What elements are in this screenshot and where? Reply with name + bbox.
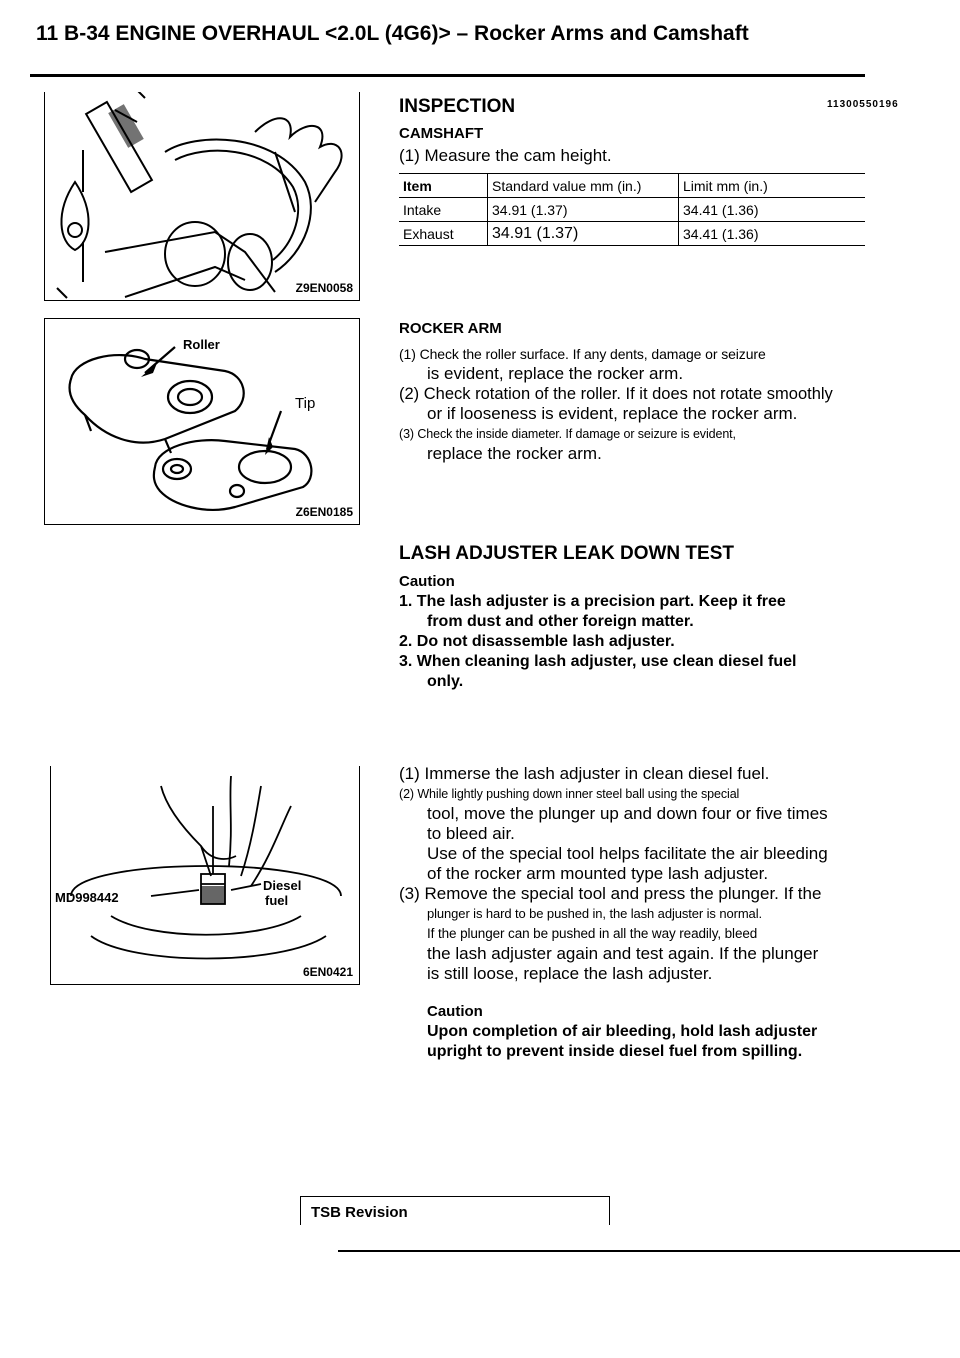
roller-label: Roller <box>183 337 220 352</box>
header-item: Item <box>399 174 488 198</box>
rocker-item-2b: or if looseness is evident, replace the rocker arm. <box>427 404 798 423</box>
lash-step-3a: (3) Remove the special tool and press the plunger. If the <box>399 884 822 903</box>
header-rule <box>30 74 865 77</box>
lash-step-2c: to bleed air. <box>427 824 515 843</box>
micrometer-illustration <box>45 92 359 300</box>
rocker-item-3a: (3) Check the inside diameter. If damage or seizure is evident, <box>399 427 736 441</box>
footer-rule <box>338 1250 960 1252</box>
tsb-revision-label: TSB Revision <box>311 1204 408 1221</box>
cell-standard: 34.91 (1.37) <box>488 198 679 222</box>
caution-3b: only. <box>427 673 464 690</box>
fuel-label: fuel <box>265 893 289 908</box>
figure-code: Z6EN0185 <box>295 505 353 519</box>
diesel-label: Diesel <box>263 878 302 893</box>
figure-code: Z9EN0058 <box>295 281 353 295</box>
lash-step-2d: Use of the special tool helps facilitate the air bleeding <box>427 844 828 863</box>
inspection-heading: INSPECTION <box>399 96 516 117</box>
caution-2-label: Caution <box>427 1003 483 1020</box>
lash-step-2a: (2) While lightly pushing down inner steel ball using the special <box>399 787 740 801</box>
caution-2a: Upon completion of air bleeding, hold lash adjuster <box>427 1023 818 1040</box>
camshaft-figure <box>44 92 360 301</box>
lash-adjuster-illustration <box>51 766 359 984</box>
tool-number-label: MD998442 <box>55 890 119 905</box>
lash-step-3d: the lash adjuster again and test again. If the plunger <box>427 944 819 963</box>
cell-limit: 34.41 (1.36) <box>679 198 866 222</box>
table-row <box>399 198 865 222</box>
header-standard: Standard value mm (in.) <box>488 174 679 198</box>
lash-adjuster-figure <box>50 766 360 985</box>
lash-step-2b: tool, move the plunger up and down four or five times <box>427 804 828 823</box>
rocker-item-2a: (2) Check rotation of the roller. If it does not rotate smoothly <box>399 385 833 403</box>
lash-step-2e: of the rocker arm mounted type lash adjuster. <box>427 864 769 883</box>
caution-1b: from dust and other foreign matter. <box>427 613 694 630</box>
tip-label: Tip <box>295 395 316 412</box>
lash-test-caution-2 <box>427 1002 865 1062</box>
rocker-arm-instructions <box>399 344 865 464</box>
table-row <box>399 222 865 246</box>
rocker-item-3b: replace the rocker arm. <box>427 444 602 463</box>
cell-item: Exhaust <box>399 222 488 246</box>
rocker-arm-figure <box>44 318 360 525</box>
rocker-item-1a: (1) Check the roller surface. If any dents, damage or seizure <box>399 346 766 362</box>
page-header-title: 11 B-34 ENGINE OVERHAUL <2.0L (4G6)> – Rocker Arms and Camshaft <box>36 22 749 45</box>
lash-test-steps <box>399 764 865 984</box>
cell-standard: 34.91 (1.37) <box>488 222 679 246</box>
rocker-item-1b: is evident, replace the rocker arm. <box>427 364 684 383</box>
cam-height-table <box>399 173 865 246</box>
table-header-row <box>399 174 865 198</box>
caution-3a: 3. When cleaning lash adjuster, use clean diesel fuel <box>399 653 797 670</box>
rocker-arm-heading: ROCKER ARM <box>399 320 502 337</box>
lash-step-3c: If the plunger can be pushed in all the way readily, bleed <box>427 926 758 941</box>
caution-1a: 1. The lash adjuster is a precision part. Keep it free <box>399 593 786 610</box>
tsb-revision-box <box>300 1196 610 1225</box>
document-number: 11300550196 <box>827 99 899 110</box>
cell-limit: 34.41 (1.36) <box>679 222 866 246</box>
cell-item: Intake <box>399 198 488 222</box>
caution-2b: upright to prevent inside diesel fuel from spilling. <box>427 1043 803 1060</box>
lash-step-3e: is still loose, replace the lash adjuster. <box>427 964 713 983</box>
header-limit: Limit mm (in.) <box>679 174 866 198</box>
caution-2: 2. Do not disassemble lash adjuster. <box>399 633 675 650</box>
camshaft-heading: CAMSHAFT <box>399 125 484 142</box>
lash-test-caution <box>399 572 865 692</box>
figure-code: 6EN0421 <box>302 965 353 979</box>
caution-label: Caution <box>399 573 455 590</box>
camshaft-step-1: (1) Measure the cam height. <box>399 146 612 165</box>
lash-test-heading: LASH ADJUSTER LEAK DOWN TEST <box>399 543 734 564</box>
lash-step-3b: plunger is hard to be pushed in, the lash adjuster is normal. <box>427 906 762 921</box>
lash-step-1: (1) Immerse the lash adjuster in clean diesel fuel. <box>399 764 770 783</box>
